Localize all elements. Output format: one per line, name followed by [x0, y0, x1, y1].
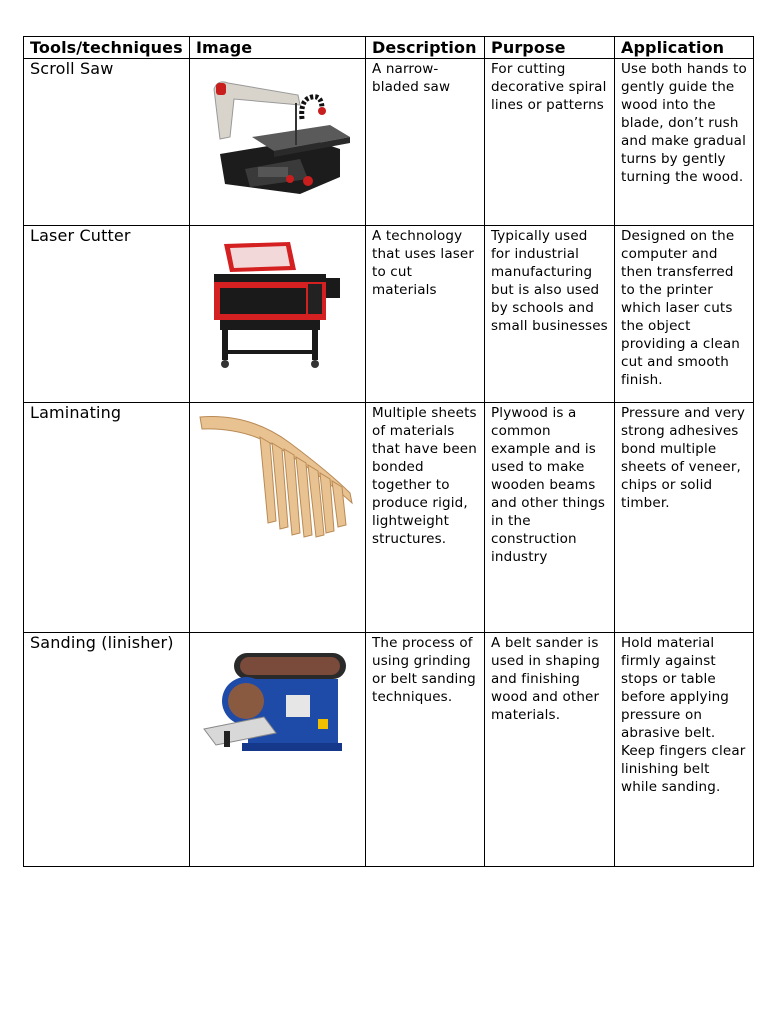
table-row — [24, 633, 754, 867]
header-description: Description — [366, 37, 485, 59]
purpose-cell: Plywood is a common example and is used to make wooden beams and other things in the construction industry — [485, 403, 615, 633]
image-cell — [190, 633, 366, 867]
application-cell: Use both hands to gently guide the wood into the blade, don’t rush and make gradual turns by gently turning the wood. — [615, 59, 754, 226]
description-cell: A technology that uses laser to cut materials — [366, 226, 485, 403]
header-purpose: Purpose — [485, 37, 615, 59]
purpose-cell: Typically used for industrial manufacturing but is also used by schools and small businesses — [485, 226, 615, 403]
description-cell: The process of using grinding or belt sanding techniques. — [366, 633, 485, 867]
purpose-cell: A belt sander is used in shaping and finishing wood and other materials. — [485, 633, 615, 867]
description-cell: A narrow-bladed saw — [366, 59, 485, 226]
application-cell: Hold material firmly against stops or table before applying pressure on abrasive belt. Keep fingers clear linishing belt while sanding. — [615, 633, 754, 867]
header-image: Image — [190, 37, 366, 59]
description-cell: Multiple sheets of materials that have been bonded together to produce rigid, lightweight structures. — [366, 403, 485, 633]
tool-name: Laminating — [24, 403, 190, 633]
application-cell: Designed on the computer and then transferred to the printer which laser cuts the object providing a clean cut and smooth finish. — [615, 226, 754, 403]
purpose-cell: For cutting decorative spiral lines or patterns — [485, 59, 615, 226]
image-cell — [190, 226, 366, 403]
scroll-saw-image — [190, 59, 366, 225]
laminated-wood-image — [190, 403, 366, 632]
tools-table — [23, 36, 754, 867]
image-cell — [190, 403, 366, 633]
table-row — [24, 403, 754, 633]
header-application: Application — [615, 37, 754, 59]
tool-name: Sanding (linisher) — [24, 633, 190, 867]
tool-name: Scroll Saw — [24, 59, 190, 226]
header-tools: Tools/techniques — [24, 37, 190, 59]
table-row — [24, 226, 754, 403]
tool-name: Laser Cutter — [24, 226, 190, 403]
table-row — [24, 59, 754, 226]
laser-cutter-image — [190, 226, 366, 402]
belt-sander-image — [190, 633, 366, 866]
table-header-row — [24, 37, 754, 59]
application-cell: Pressure and very strong adhesives bond multiple sheets of veneer, chips or solid timber. — [615, 403, 754, 633]
image-cell — [190, 59, 366, 226]
